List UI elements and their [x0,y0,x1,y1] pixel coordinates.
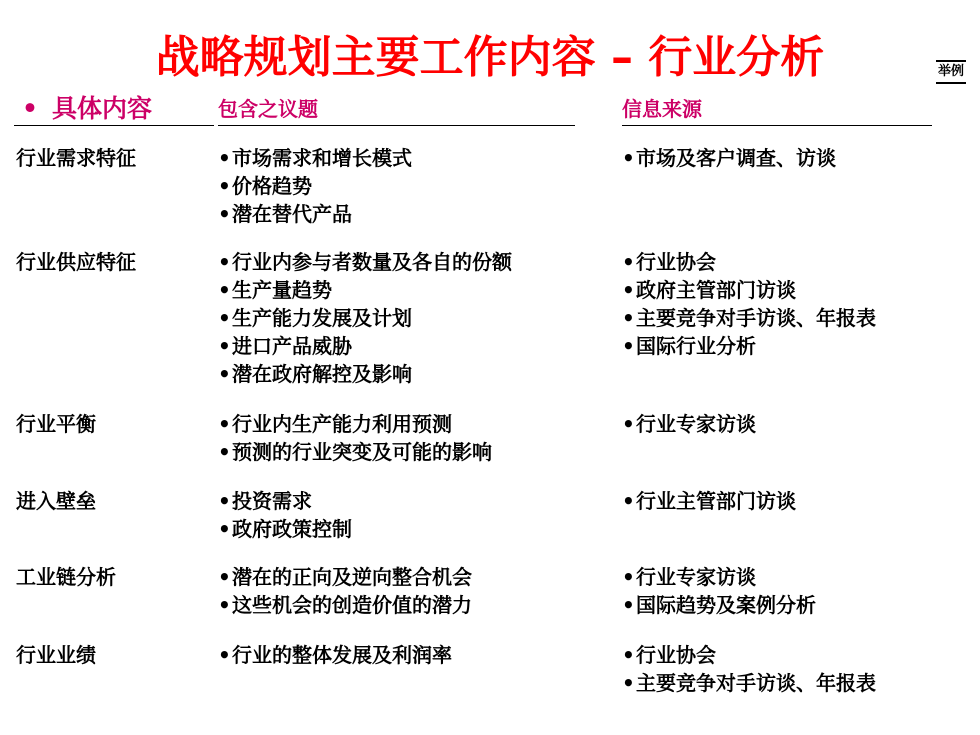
issue-item [218,563,472,591]
bullet-icon: • [218,202,231,226]
source-item-text: 国际行业分析 [636,334,756,358]
bullet-icon: • [622,146,635,170]
source-item-text: 政府主管部门访谈 [636,278,796,302]
bullet-icon: • [218,362,231,386]
issue-item [218,487,352,515]
bullet-icon: • [218,306,231,330]
bullet-icon: • [622,250,635,274]
bullet-icon: • [622,489,635,513]
row-category: 行业需求特征 [16,146,136,170]
issues-list [218,641,452,669]
header-main [14,92,214,126]
sources-list [622,641,876,697]
source-item [622,641,876,669]
issue-item-text: 价格趋势 [232,174,312,198]
issue-item [218,410,492,438]
bullet-icon: • [218,593,231,617]
source-item-text: 行业协会 [636,643,716,667]
source-item [622,332,876,360]
source-item [622,276,876,304]
issues-list [218,487,352,543]
row-category: 工业链分析 [16,565,116,589]
issue-item-text: 市场需求和增长模式 [232,146,412,170]
issue-item-text: 行业的整体发展及利润率 [232,643,452,667]
issue-item [218,304,512,332]
source-item [622,304,876,332]
issue-item-text: 潜在替代产品 [232,202,352,226]
source-item [622,248,876,276]
bullet-icon: • [622,593,635,617]
row-category: 行业业绩 [16,643,96,667]
bullet-icon: • [218,440,231,464]
bullet-icon: • [622,565,635,589]
bullet-icon: • [218,174,231,198]
issue-item-text: 行业内参与者数量及各自的份额 [232,250,512,274]
sources-list [622,487,796,515]
bullet-icon: • [218,489,231,513]
sources-list [622,410,756,438]
bullet-icon: • [218,412,231,436]
issue-item [218,276,512,304]
issue-item [218,641,452,669]
bullet-icon: • [622,412,635,436]
header-main-label: 具体内容 [52,94,153,123]
bullet-icon: • [218,334,231,358]
source-item [622,669,876,697]
issues-list [218,410,492,466]
source-item [622,591,816,619]
bullet-icon: • [622,334,635,358]
bullet-icon: • [218,565,231,589]
issues-list [218,248,512,388]
bullet-icon: • [622,306,635,330]
bullet-icon: • [622,278,635,302]
source-item [622,144,836,172]
issue-item [218,248,512,276]
bullet-icon: • [218,517,231,541]
sources-list [622,144,836,172]
issue-item [218,515,352,543]
issue-item-text: 生产量趋势 [232,278,332,302]
issue-item-text: 政府政策控制 [232,517,352,541]
issue-item-text: 潜在政府解控及影响 [232,362,412,386]
issue-item-text: 生产能力发展及计划 [232,306,412,330]
sources-list [622,563,816,619]
source-item-text: 主要竞争对手访谈、年报表 [636,306,876,330]
header-issues: 包含之议题 [218,92,575,126]
source-item [622,487,796,515]
source-item-text: 行业专家访谈 [636,565,756,589]
source-item-text: 行业专家访谈 [636,412,756,436]
row-category: 行业平衡 [16,412,96,436]
issue-item-text: 预测的行业突变及可能的影响 [232,440,492,464]
source-item [622,410,756,438]
source-item-text: 市场及客户调查、访谈 [636,146,836,170]
bullet-icon: • [622,643,635,667]
issue-item-text: 进口产品威胁 [232,334,352,358]
issue-item [218,200,412,228]
issue-item [218,438,492,466]
issue-item [218,144,412,172]
issue-item-text: 潜在的正向及逆向整合机会 [232,565,472,589]
issue-item [218,172,412,200]
issue-item-text: 行业内生产能力利用预测 [232,412,452,436]
issues-list [218,563,472,619]
row-category: 行业供应特征 [16,250,136,274]
bullet-icon: • [218,643,231,667]
sources-list [622,248,876,360]
example-tag: 举例 [936,60,966,84]
issue-item [218,360,512,388]
issue-item-text: 投资需求 [232,489,312,513]
bullet-icon: • [622,671,635,695]
header-bullet: • [22,94,38,123]
bullet-icon: • [218,146,231,170]
issue-item [218,591,472,619]
issue-item-text: 这些机会的创造价值的潜力 [232,593,472,617]
source-item-text: 国际趋势及案例分析 [636,593,816,617]
bullet-icon: • [218,278,231,302]
header-sources: 信息来源 [622,92,932,126]
issue-item [218,332,512,360]
source-item-text: 行业主管部门访谈 [636,489,796,513]
source-item-text: 行业协会 [636,250,716,274]
bullet-icon: • [218,250,231,274]
issues-list [218,144,412,228]
source-item [622,563,816,591]
source-item-text: 主要竞争对手访谈、年报表 [636,671,876,695]
row-category: 进入壁垒 [16,489,96,513]
page-title: 战略规划主要工作内容 – 行业分析 [155,32,825,83]
